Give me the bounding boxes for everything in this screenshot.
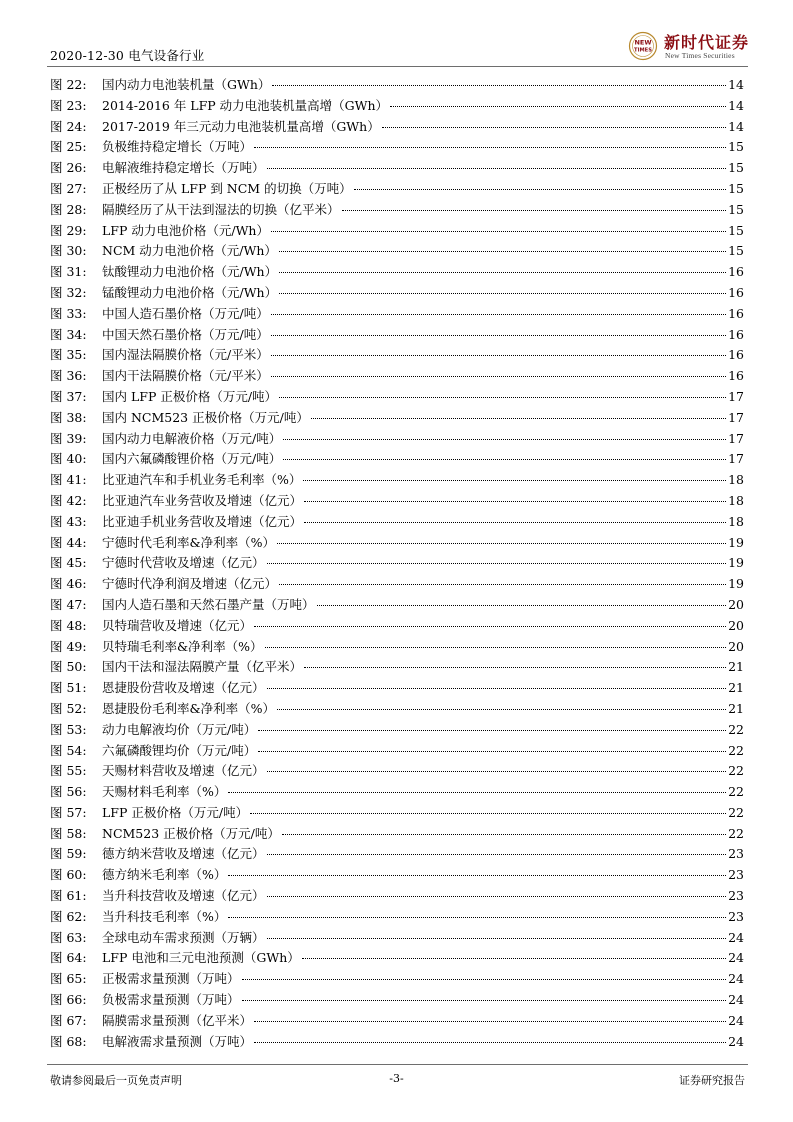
toc-entry[interactable] [50,574,744,595]
toc-dot-leader [267,770,727,772]
toc-entry[interactable] [50,137,744,158]
toc-dot-leader [304,521,726,523]
toc-page-number: 21 [728,659,744,675]
toc-figure-number: 图 47: [50,596,87,612]
toc-dot-leader [304,500,726,502]
toc-page-number: 22 [728,784,744,800]
toc-dot-leader [254,1020,726,1022]
toc-page-number: 14 [728,97,744,113]
toc-dot-leader [277,542,726,544]
toc-entry[interactable] [50,470,744,491]
toc-page-number: 19 [728,555,744,571]
toc-figure-number: 图 44: [50,534,87,550]
toc-dot-leader [283,438,726,440]
footer-disclaimer-note: 敬请参阅最后一页免责声明 [50,1074,182,1087]
toc-page-number: 19 [728,576,744,592]
toc-page-number: 17 [728,409,744,425]
toc-figure-number: 图 40: [50,451,87,467]
toc-figure-title: 隔膜经历了从干法到湿法的切换（亿平米） [102,201,340,217]
toc-page-number: 15 [728,243,744,259]
toc-entry[interactable] [50,699,744,720]
toc-entry[interactable] [50,1032,744,1053]
toc-page-number: 20 [728,638,744,654]
toc-dot-leader [242,999,727,1001]
toc-dot-leader [228,874,726,876]
toc-entry[interactable] [50,241,744,262]
toc-page-number: 15 [728,201,744,217]
toc-dot-leader [254,625,726,627]
svg-text:TIMES: TIMES [634,47,652,54]
toc-figure-title: 宁德时代营收及增速（亿元） [102,555,265,571]
toc-entry[interactable] [50,1011,744,1032]
toc-figure-number: 图 67: [50,1012,87,1028]
toc-figure-title: 德方纳米营收及增速（亿元） [102,846,265,862]
toc-entry[interactable] [50,200,744,221]
figure-index-list [50,75,744,1052]
toc-page-number: 16 [728,284,744,300]
toc-figure-number: 图 34: [50,326,87,342]
toc-figure-number: 图 25: [50,139,87,155]
toc-page-number: 18 [728,513,744,529]
toc-page-number: 16 [728,305,744,321]
toc-figure-title: 电解液维持稳定增长（万吨） [102,160,265,176]
toc-figure-number: 图 22: [50,77,87,92]
toc-page-number: 20 [728,617,744,633]
toc-figure-title: 中国人造石墨价格（万元/吨） [102,305,269,321]
toc-figure-number: 图 64: [50,950,87,966]
page-number: -3- [389,1072,404,1085]
toc-figure-number: 图 60: [50,867,87,883]
toc-entry[interactable] [50,325,744,346]
toc-figure-number: 图 33: [50,305,87,321]
toc-figure-title: 恩捷股份毛利率&净利率（%） [102,700,276,716]
toc-figure-number: 图 46: [50,576,87,592]
toc-page-number: 22 [728,804,744,820]
toc-figure-number: 图 49: [50,638,87,654]
toc-figure-number: 图 45: [50,555,87,571]
toc-entry[interactable] [50,990,744,1011]
company-name-cn: 新时代证券 [664,33,750,52]
toc-figure-title: 德方纳米毛利率（%） [102,867,227,883]
toc-page-number: 20 [728,596,744,612]
toc-entry[interactable] [50,449,744,470]
toc-dot-leader [271,334,726,336]
toc-dot-leader [250,812,726,814]
toc-entry[interactable] [50,803,744,824]
toc-figure-title: 比亚迪汽车和手机业务毛利率（%） [102,472,302,488]
toc-figure-number: 图 43: [50,513,87,529]
toc-figure-title: 国内干法隔膜价格（元/平米） [102,368,269,384]
toc-figure-title: 国内人造石墨和天然石墨产量（万吨） [102,596,315,612]
toc-entry[interactable] [50,886,744,907]
toc-entry[interactable] [50,595,744,616]
toc-page-number: 24 [728,929,744,945]
toc-page-number: 22 [728,721,744,737]
toc-figure-title: 国内干法和湿法隔膜产量（亿平米） [102,659,303,675]
toc-figure-title: 贝特瑞毛利率&净利率（%） [102,638,263,654]
toc-dot-leader [277,708,726,710]
toc-dot-leader [279,250,726,252]
toc-entry[interactable] [50,865,744,886]
company-name-en: New Times Securities [665,51,735,60]
toc-figure-title: 比亚迪汽车业务营收及增速（亿元） [102,492,303,508]
header-divider [47,66,748,67]
toc-dot-leader [258,750,726,752]
toc-figure-title: 2014-2016 年 LFP 动力电池装机量高增（GWh） [102,97,389,113]
toc-page-number: 24 [728,1012,744,1028]
toc-page-number: 15 [728,160,744,176]
toc-dot-leader [279,271,726,273]
toc-figure-title: 动力电解液均价（万元/吨） [102,721,257,737]
company-emblem-icon [628,31,658,61]
toc-figure-title: 国内 LFP 正极价格（万元/吨） [102,388,278,404]
toc-entry[interactable] [50,366,744,387]
toc-figure-number: 图 41: [50,472,87,488]
toc-page-number: 17 [728,430,744,446]
company-logo [628,28,748,64]
toc-figure-number: 图 42: [50,492,87,508]
toc-entry[interactable] [50,387,744,408]
toc-figure-title: 贝特瑞营收及增速（亿元） [102,617,253,633]
toc-entry[interactable] [50,179,744,200]
toc-dot-leader [267,167,727,169]
toc-figure-title: 当升科技营收及增速（亿元） [102,888,265,904]
toc-dot-leader [271,354,726,356]
toc-figure-title: NCM523 正极价格（万元/吨） [102,825,280,841]
toc-figure-number: 图 50: [50,659,87,675]
toc-figure-title: 国内动力电解液价格（万元/吨） [102,430,282,446]
toc-page-number: 15 [728,139,744,155]
toc-figure-title: LFP 正极价格（万元/吨） [102,804,249,820]
toc-page-number: 19 [728,534,744,550]
toc-figure-number: 图 57: [50,804,87,820]
toc-page-number: 15 [728,222,744,238]
toc-figure-title: 国内 NCM523 正极价格（万元/吨） [102,409,309,425]
toc-dot-leader [265,646,727,648]
toc-figure-title: 比亚迪手机业务营收及增速（亿元） [102,513,303,529]
toc-dot-leader [271,230,726,232]
toc-figure-number: 图 29: [50,222,87,238]
toc-entry[interactable] [50,512,744,533]
toc-dot-leader [279,396,726,398]
toc-page-number: 22 [728,742,744,758]
toc-entry[interactable] [50,657,744,678]
toc-figure-number: 图 31: [50,264,87,280]
toc-entry[interactable] [50,844,744,865]
toc-dot-leader [267,562,727,564]
toc-figure-title: 六氟磷酸锂均价（万元/吨） [102,742,257,758]
toc-page-number: 23 [728,867,744,883]
toc-dot-leader [304,666,726,668]
toc-figure-title: 正极经历了从 LFP 到 NCM 的切换（万吨） [102,180,352,196]
toc-figure-title: LFP 动力电池价格（元/Wh） [102,222,269,238]
toc-figure-number: 图 27: [50,180,87,196]
toc-figure-title: LFP 电池和三元电池预测（GWh） [102,950,300,966]
toc-entry[interactable] [50,678,744,699]
toc-dot-leader [342,209,727,211]
toc-figure-number: 图 48: [50,617,87,633]
svg-text:NEW: NEW [634,38,652,47]
toc-dot-leader [258,729,726,731]
toc-figure-title: 锰酸锂动力电池价格（元/Wh） [102,284,278,300]
toc-entry[interactable] [50,928,744,949]
toc-dot-leader [382,126,726,128]
toc-page-number: 17 [728,451,744,467]
toc-figure-number: 图 39: [50,430,87,446]
footer-divider [47,1064,748,1065]
toc-entry[interactable] [50,782,744,803]
toc-entry[interactable] [50,616,744,637]
toc-page-number: 15 [728,180,744,196]
toc-figure-title: 正极需求量预测（万吨） [102,971,240,987]
toc-page-number: 23 [728,908,744,924]
toc-entry[interactable] [50,96,744,117]
toc-figure-title: 国内湿法隔膜价格（元/平米） [102,347,269,363]
toc-dot-leader [242,978,727,980]
toc-dot-leader [311,417,726,419]
toc-entry[interactable] [50,408,744,429]
toc-dot-leader [354,188,727,190]
toc-dot-leader [267,687,727,689]
toc-page-number: 24 [728,1033,744,1049]
toc-figure-title: 负极维持稳定增长（万吨） [102,139,253,155]
toc-entry[interactable] [50,907,744,928]
toc-figure-number: 图 68: [50,1033,87,1049]
toc-entry[interactable] [50,761,744,782]
toc-entry[interactable] [50,969,744,990]
toc-figure-number: 图 54: [50,742,87,758]
toc-entry[interactable] [50,491,744,512]
toc-figure-title: 隔膜需求量预测（亿平米） [102,1012,253,1028]
toc-figure-title: 中国天然石墨价格（万元/吨） [102,326,269,342]
toc-figure-number: 图 65: [50,971,87,987]
toc-figure-title: 天赐材料营收及增速（亿元） [102,763,265,779]
toc-figure-number: 图 37: [50,388,87,404]
toc-page-number: 18 [728,472,744,488]
toc-figure-title: NCM 动力电池价格（元/Wh） [102,243,277,259]
toc-dot-leader [282,833,726,835]
toc-figure-number: 图 52: [50,700,87,716]
toc-dot-leader [271,375,726,377]
toc-entry[interactable] [50,283,744,304]
toc-page-number: 16 [728,326,744,342]
toc-page-number: 21 [728,680,744,696]
toc-figure-number: 图 59: [50,846,87,862]
toc-page-number: 22 [728,763,744,779]
toc-figure-number: 图 56: [50,784,87,800]
toc-entry[interactable] [50,158,744,179]
toc-page-number: 21 [728,700,744,716]
toc-entry[interactable] [50,553,744,574]
toc-figure-number: 图 28: [50,201,87,217]
toc-figure-title: 天赐材料毛利率（%） [102,784,227,800]
footer-report-type: 证券研究报告 [679,1074,745,1087]
toc-page-number: 16 [728,368,744,384]
toc-dot-leader [317,604,727,606]
toc-entry[interactable] [50,262,744,283]
toc-entry[interactable] [50,948,744,969]
toc-dot-leader [279,292,726,294]
toc-dot-leader [302,957,726,959]
toc-figure-number: 图 66: [50,992,87,1008]
toc-page-number: 14 [728,77,744,92]
header-date-sector: 2020-12-30 电气设备行业 [50,48,205,63]
toc-figure-number: 图 63: [50,929,87,945]
toc-entry[interactable] [50,117,744,138]
toc-page-number: 16 [728,264,744,280]
toc-page-number: 17 [728,388,744,404]
toc-entry[interactable] [50,304,744,325]
toc-figure-number: 图 35: [50,347,87,363]
toc-figure-number: 图 36: [50,368,87,384]
toc-entry[interactable] [50,533,744,554]
toc-entry[interactable] [50,741,744,762]
toc-figure-number: 图 53: [50,721,87,737]
toc-dot-leader [390,105,726,107]
toc-entry[interactable] [50,637,744,658]
toc-page-number: 23 [728,846,744,862]
toc-figure-number: 图 58: [50,825,87,841]
toc-figure-title: 负极需求量预测（万吨） [102,992,240,1008]
toc-dot-leader [254,146,726,148]
toc-dot-leader [228,916,726,918]
toc-entry[interactable] [50,429,744,450]
toc-page-number: 24 [728,950,744,966]
toc-figure-title: 国内六氟磷酸锂价格（万元/吨） [102,451,282,467]
toc-page-number: 14 [728,118,744,134]
toc-entry[interactable] [50,345,744,366]
toc-figure-title: 钛酸锂动力电池价格（元/Wh） [102,264,278,280]
toc-page-number: 23 [728,888,744,904]
toc-page-number: 24 [728,992,744,1008]
toc-figure-number: 图 23: [50,97,87,113]
toc-dot-leader [254,1041,726,1043]
toc-figure-number: 图 61: [50,888,87,904]
toc-figure-number: 图 62: [50,908,87,924]
toc-dot-leader [283,458,726,460]
toc-dot-leader [272,84,726,86]
toc-dot-leader [303,479,726,481]
toc-dot-leader [279,583,726,585]
toc-figure-title: 恩捷股份营收及增速（亿元） [102,680,265,696]
toc-dot-leader [267,895,727,897]
toc-page-number: 16 [728,347,744,363]
toc-figure-number: 图 55: [50,763,87,779]
toc-dot-leader [267,937,727,939]
toc-figure-number: 图 30: [50,243,87,259]
toc-figure-title: 国内动力电池装机量（GWh） [102,77,271,92]
toc-page-number: 18 [728,492,744,508]
toc-figure-number: 图 32: [50,284,87,300]
toc-page-number: 22 [728,825,744,841]
toc-page-number: 24 [728,971,744,987]
toc-figure-title: 全球电动车需求预测（万辆） [102,929,265,945]
toc-figure-title: 宁德时代毛利率&净利率（%） [102,534,276,550]
toc-figure-number: 图 24: [50,118,87,134]
toc-entry[interactable] [50,720,744,741]
toc-figure-title: 宁德时代净利润及增速（亿元） [102,576,278,592]
toc-figure-title: 电解液需求量预测（万吨） [102,1033,253,1049]
toc-dot-leader [267,853,727,855]
toc-entry[interactable] [50,221,744,242]
toc-figure-title: 2017-2019 年三元动力电池装机量高增（GWh） [102,118,380,134]
toc-entry[interactable] [50,824,744,845]
toc-dot-leader [228,791,726,793]
toc-figure-number: 图 51: [50,680,87,696]
toc-figure-number: 图 38: [50,409,87,425]
toc-figure-title: 当升科技毛利率（%） [102,908,227,924]
toc-dot-leader [271,313,726,315]
toc-figure-number: 图 26: [50,160,87,176]
toc-entry[interactable] [50,75,744,96]
